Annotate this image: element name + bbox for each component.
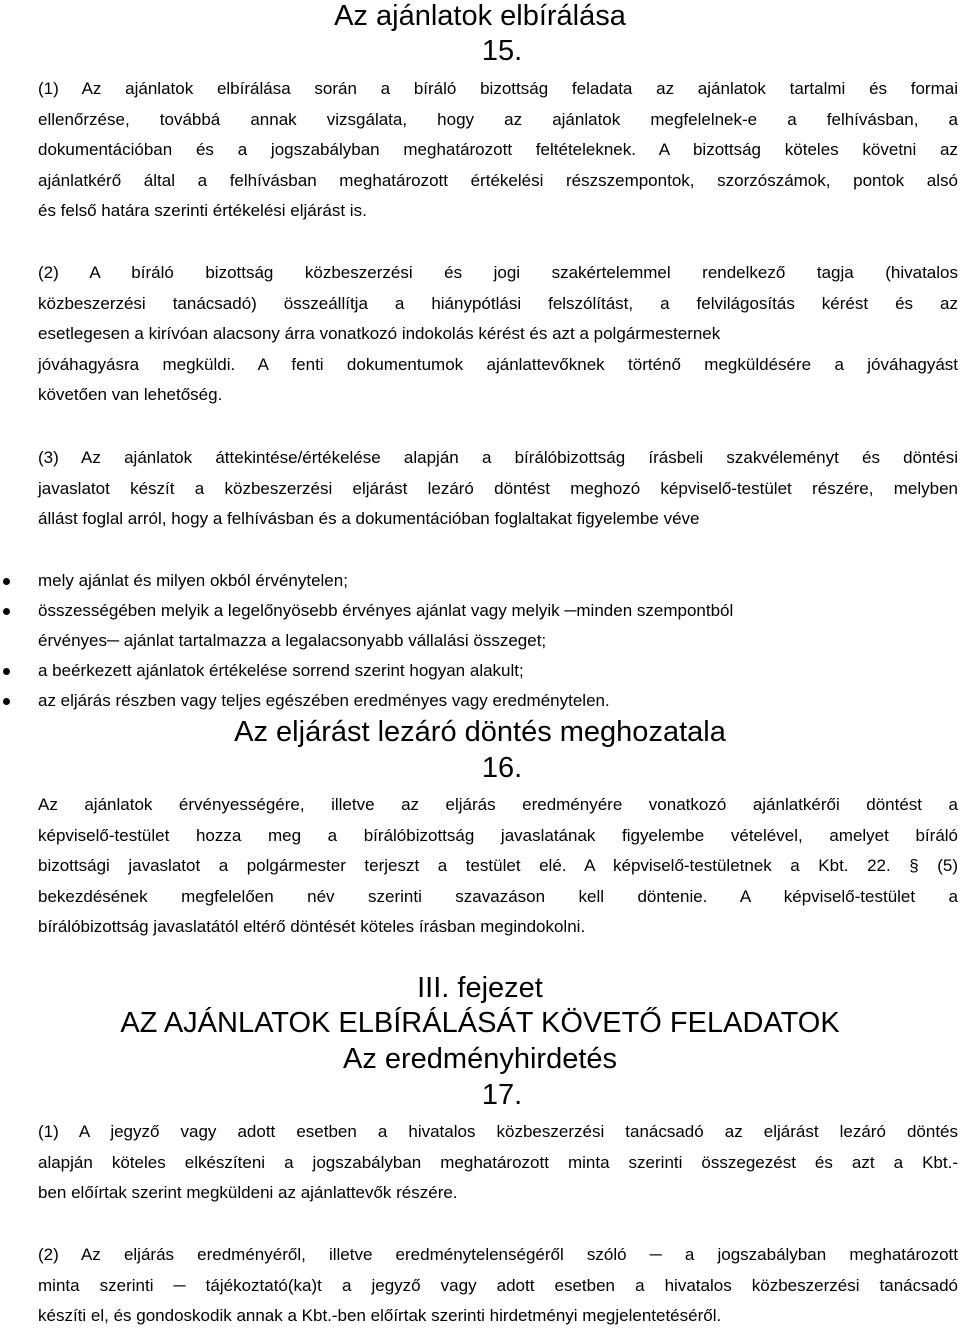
text-line: esetlegesen a kirívóan alacsony árra vonatkozó indokolás kérést és azt a polgármesternek <box>38 324 721 343</box>
section-15-paragraph-3 <box>38 443 958 535</box>
text-line: készíti el, és gondoskodik annak a Kbt.-ben előírtak szerinti hirdetményi megjelentetéséről. <box>38 1306 722 1325</box>
text-line: ajánlatkérő által a felhívásban meghatározott értékelési részszempontok, szorzószámok, pontok alsó <box>38 170 958 190</box>
section-16-number: 16. <box>481 752 523 784</box>
section-16-paragraph-1 <box>38 790 958 943</box>
section-17-number: 17. <box>481 1079 523 1111</box>
text-line: (2) A bíráló bizottság közbeszerzési és jogi szakértelemmel rendelkező tagja (hivatalos <box>38 263 958 282</box>
bullet-icon <box>3 608 10 615</box>
text-line: állást foglal arról, hogy a felhívásban és a dokumentációban foglaltakat figyelembe véve <box>38 509 700 528</box>
text-line: (3) Az ajánlatok áttekintése/értékelése alapján a bírálóbizottság írásbeli szakvéleményt és döntési <box>38 448 958 467</box>
list-item-text: mely ajánlat és milyen okból érvénytelen; <box>38 571 348 590</box>
list-item <box>0 566 960 596</box>
text-line: bekezdésének megfelelően név szerinti szavazáson kell döntenie. A képviselő-testület a <box>38 886 958 906</box>
bullet-icon <box>3 668 10 675</box>
text-line: minta szerinti ─ tájékoztató(ka)t a jegyző vagy adott esetben a hivatalos közbeszerzési tanácsadó <box>38 1275 958 1295</box>
section-15-paragraph-2 <box>38 258 958 411</box>
list-item <box>0 656 960 686</box>
text-line: (2) Az eljárás eredményéről, illetve eredménytelenségéről szóló ─ a jogszabályban meghatározott <box>38 1245 958 1264</box>
list-item <box>0 596 960 656</box>
section-16-title: Az eljárást lezáró döntés meghozatala <box>234 716 726 748</box>
list-item-text: összességében melyik a legelőnyösebb érvényes ajánlat vagy melyik ─minden szempontból <box>38 601 734 620</box>
text-line: képviselő-testület hozza meg a bírálóbizottság javaslatának figyelembe vételével, amelyet bíráló <box>38 825 958 845</box>
list-item <box>0 686 960 716</box>
section-17-paragraph-2 <box>38 1240 958 1332</box>
text-line: ellenőrzése, továbbá annak vizsgálata, hogy az ajánlatok megfelelnek-e a felhívásban, a <box>38 109 958 129</box>
list-item-text-continued: érvényes─ ajánlat tartalmazza a legalacsonyabb vállalási összeget; <box>38 631 547 650</box>
text-line: alapján köteles elkészíteni a jogszabályban meghatározott minta szerinti összegezést és azt a Kbt.- <box>38 1152 958 1172</box>
text-line: (1) Az ajánlatok elbírálása során a bíráló bizottság feladata az ajánlatok tartalmi és formai <box>38 79 958 98</box>
text-line: követően van lehetőség. <box>38 385 223 404</box>
chapter-number: III. fejezet <box>417 972 543 1004</box>
text-line: jóváhagyásra megküldi. A fenti dokumentumok ajánlattevőknek történő megküldésére a jóváhagyást <box>38 354 958 374</box>
text-line: közbeszerzési tanácsadó) összeállítja a hiánypótlási felszólítást, a felvilágosítás kérést és az <box>38 293 958 313</box>
text-line: javaslatot készít a közbeszerzési eljárást lezáró döntést meghozó képviselő-testület részére, melyben <box>38 478 958 498</box>
text-line: dokumentációban és a jogszabályban meghatározott feltételeknek. A bizottság köteles követni az <box>38 140 958 159</box>
bullet-icon <box>3 698 10 705</box>
list-item-text: a beérkezett ajánlatok értékelése sorrend szerint hogyan alakult; <box>38 661 524 680</box>
chapter-title: AZ AJÁNLATOK ELBÍRÁLÁSÁT KÖVETŐ FELADATOK <box>120 1007 840 1039</box>
text-line: bírálóbizottság javaslatától eltérő döntését köteles írásban megindokolni. <box>38 917 586 936</box>
text-line: ben előírtak szerint megküldeni az ajánlattevők részére. <box>38 1183 458 1202</box>
text-line: (1) A jegyző vagy adott esetben a hivatalos közbeszerzési tanácsadó az eljárást lezáró döntés <box>38 1122 958 1141</box>
text-line: Az ajánlatok érvényességére, illetve az eljárás eredményére vonatkozó ajánlatkérői döntést a <box>38 795 958 814</box>
section-17-paragraph-1 <box>38 1117 958 1209</box>
section-15-number: 15. <box>481 35 523 67</box>
list-item-text: az eljárás részben vagy teljes egészében eredményes vagy eredménytelen. <box>38 691 610 710</box>
text-line: bizottsági javaslatot a polgármester terjeszt a testület elé. A képviselő-testületnek a Kbt. 22. § (5) <box>38 856 958 875</box>
bullet-icon <box>3 578 10 585</box>
section-15-title: Az ajánlatok elbírálása <box>334 0 626 32</box>
evaluation-criteria-list <box>0 566 960 716</box>
chapter-subtitle: Az eredményhirdetés <box>342 1043 618 1075</box>
text-line: és felső határa szerinti értékelési eljárást is. <box>38 201 367 220</box>
section-15-paragraph-1 <box>38 74 958 227</box>
